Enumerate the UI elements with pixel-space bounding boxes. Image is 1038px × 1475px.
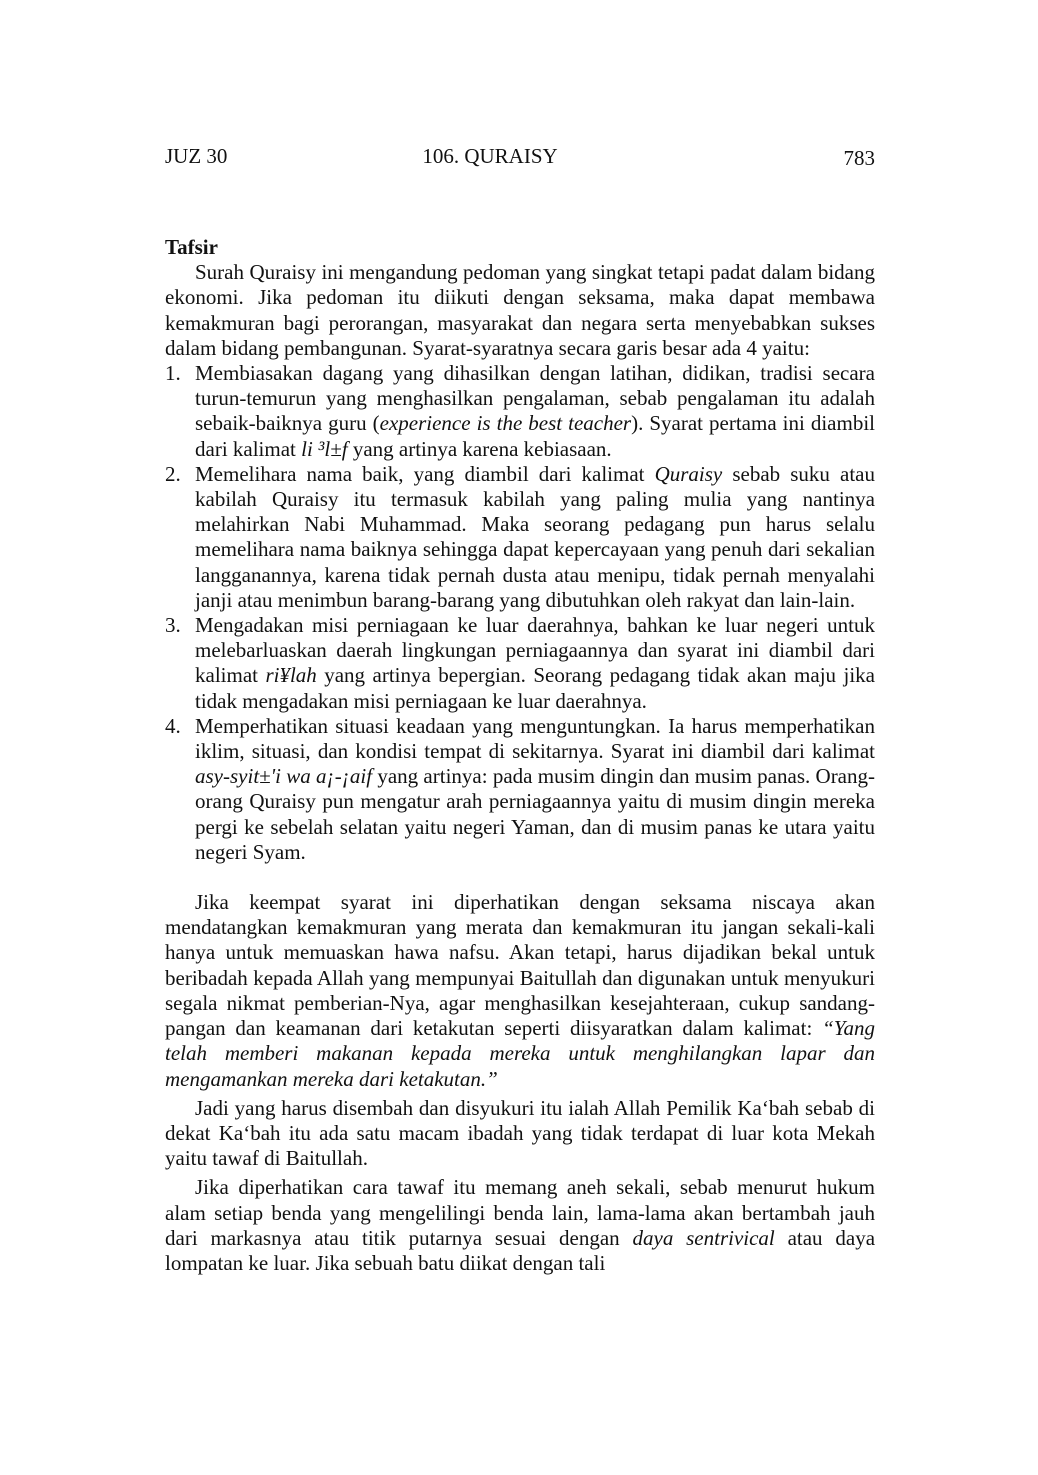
list-item-number: 1. [165, 361, 181, 386]
requirements-list [165, 361, 875, 865]
section-title: Tafsir [165, 235, 218, 259]
list-item-number: 3. [165, 613, 181, 638]
list-item: 2. Memelihara nama baik, yang diambil dari kalimat Quraisy sebab suku atau kabilah Quraisy itu termasuk kabilah yang paling mulia yang nantinya melahirkan Nabi Muhammad. Maka seorang pedagang pun harus selalu memelihara nama baiknya sehingga dapat kepercayaan yang penuh dari sekalian langganannya, karena tidak pernah dusta atau menipu, tidak pernah menyalahi janji atau menimbun barang-barang yang dibutuhkan oleh rakyat dan lain-lain. [165, 461, 875, 612]
surah-title: 106. QURAISY [422, 144, 558, 168]
list-item: 1. Membiasakan dagang yang dihasilkan dengan latihan, didikan, tradisi secara turun-temurun yang menghasilkan pengalaman, sebab pengalaman itu adalah sebaik-baiknya guru (experience is the best teacher). Syarat pertama ini diambil dari kalimat li ³l±f yang artinya karena kebiasaan. [165, 361, 875, 461]
list-item: 3. Mengadakan misi perniagaan ke luar daerahnya, bahkan ke luar negeri untuk melebarluaskan daerah lingkungan perniagaannya dan syarat ini diambil dari kalimat ri¥lah yang artinya bepergian. Seorang pedagang tidak akan maju jika tidak mengadakan misi perniagaan ke luar daerahnya. [165, 613, 875, 713]
juz-label: JUZ 30 [165, 144, 228, 168]
list-item: 4. Memperhatikan situasi keadaan yang menguntungkan. Ia harus memperhatikan iklim, situasi, dan kondisi tempat di sekitarnya. Syarat ini diambil dari kalimat asy-syit±'i wa a¡-¡aif yang artinya: pada musim dingin dan musim panas. Orang-orang Quraisy pun mengatur arah perniagaannya yaitu di musim dingin mereka pergi ke sebelah selatan yaitu negeri Yaman, dan di musim panas ke utara yaitu negeri Syam. [165, 713, 875, 864]
paragraph: Jadi yang harus disembah dan disyukuri itu ialah Allah Pemilik Ka‘bah sebab di dekat Ka‘bah itu ada satu macam ibadah yang tidak terdapat di luar kota Mekah yaitu tawaf di Baitullah. [165, 1095, 875, 1171]
page-number: 783 [843, 146, 875, 170]
paragraph-gap [165, 865, 875, 890]
list-item-number: 2. [165, 461, 181, 486]
list-item-number: 4. [165, 713, 181, 738]
paragraph: Jika keempat syarat ini diperhatikan dengan seksama niscaya akan mendatangkan kemakmuran yang merata dan kemakmuran itu jangan sekali-kali hanya untuk memuaskan hawa nafsu. Akan tetapi, harus dijadikan bekal untuk beribadah kepada Allah yang mempunyai Baitullah dan digunakan untuk menyukuri segala nikmat pemberian-Nya, agar menghasilkan kesejahteraan, cukup sandang-pangan dan keamanan dari ketakutan seperti diisyaratkan dalam kalimat: “Yang telah memberi makanan kepada mereka untuk menghilangkan lapar dan mengamankan mereka dari ketakutan.” [165, 890, 875, 1091]
intro-paragraph: Surah Quraisy ini mengandung pedoman yang singkat tetapi padat dalam bidang ekonomi. Jika pedoman itu diikuti dengan seksama, maka dapat membawa kemakmuran bagi perorangan, masyarakat dan negara serta menyebabkan sukses dalam bidang pembangunan. Syarat-syaratnya secara garis besar ada 4 yaitu: [165, 260, 875, 360]
running-header [165, 144, 875, 174]
paragraph: Jika diperhatikan cara tawaf itu memang aneh sekali, sebab menurut hukum alam setiap benda yang mengelilingi benda lain, lama-lama akan bertambah jauh dari markasnya atau titik putarnya sesuai dengan daya sentrivical atau daya lompatan ke luar. Jika sebuah batu diikat dengan tali [165, 1175, 876, 1275]
body-text [165, 235, 875, 1276]
